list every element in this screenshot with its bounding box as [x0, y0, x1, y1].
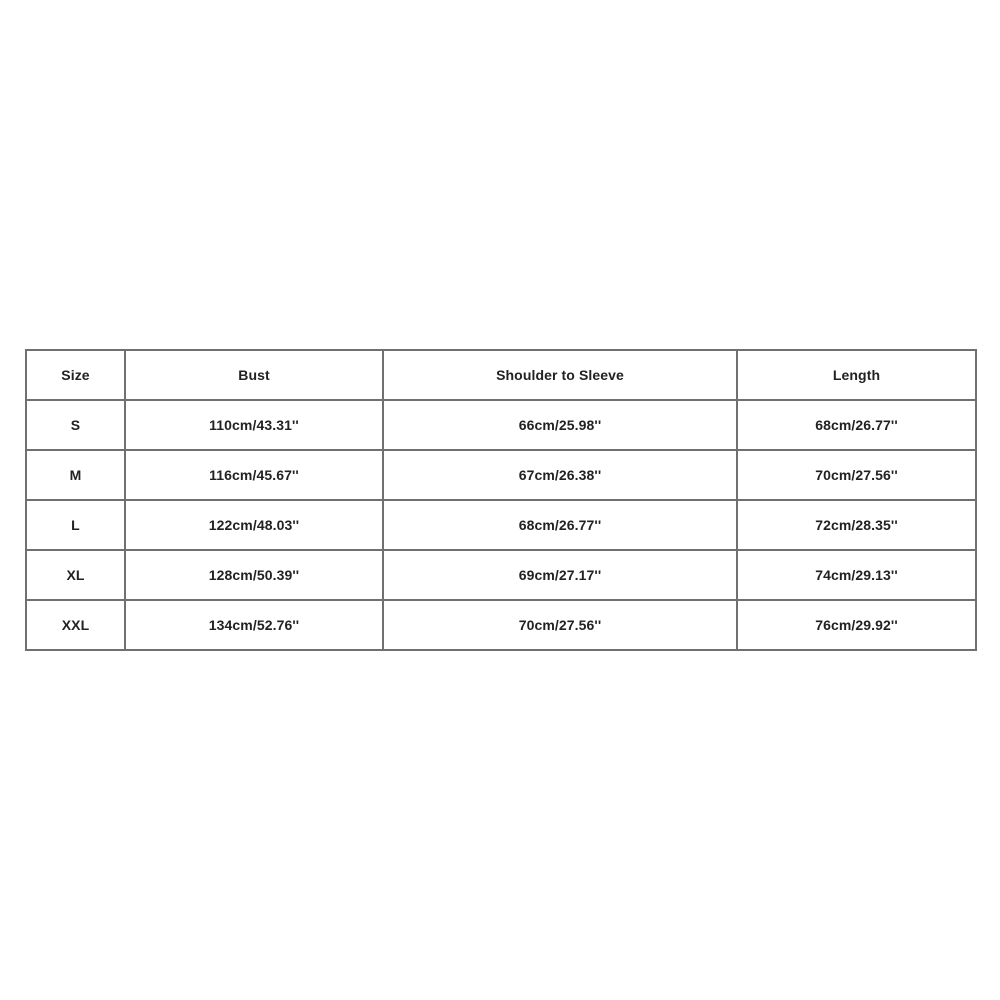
cell-length: 70cm/27.56''	[737, 450, 976, 500]
cell-size: XXL	[26, 600, 125, 650]
cell-shoulder-to-sleeve: 69cm/27.17''	[383, 550, 737, 600]
header-shoulder-to-sleeve: Shoulder to Sleeve	[383, 350, 737, 400]
header-size: Size	[26, 350, 125, 400]
cell-length: 72cm/28.35''	[737, 500, 976, 550]
cell-shoulder-to-sleeve: 70cm/27.56''	[383, 600, 737, 650]
cell-length: 74cm/29.13''	[737, 550, 976, 600]
cell-size: L	[26, 500, 125, 550]
cell-shoulder-to-sleeve: 66cm/25.98''	[383, 400, 737, 450]
cell-bust: 116cm/45.67''	[125, 450, 383, 500]
table-row	[26, 600, 976, 650]
cell-size: M	[26, 450, 125, 500]
cell-length: 68cm/26.77''	[737, 400, 976, 450]
cell-shoulder-to-sleeve: 68cm/26.77''	[383, 500, 737, 550]
cell-bust: 122cm/48.03''	[125, 500, 383, 550]
table-header-row	[26, 350, 976, 400]
header-length: Length	[737, 350, 976, 400]
cell-size: S	[26, 400, 125, 450]
cell-length: 76cm/29.92''	[737, 600, 976, 650]
table-row	[26, 550, 976, 600]
table-row	[26, 500, 976, 550]
cell-size: XL	[26, 550, 125, 600]
cell-bust: 128cm/50.39''	[125, 550, 383, 600]
size-chart-table	[25, 349, 977, 651]
cell-shoulder-to-sleeve: 67cm/26.38''	[383, 450, 737, 500]
table-row	[26, 400, 976, 450]
cell-bust: 110cm/43.31''	[125, 400, 383, 450]
header-bust: Bust	[125, 350, 383, 400]
cell-bust: 134cm/52.76''	[125, 600, 383, 650]
table-row	[26, 450, 976, 500]
